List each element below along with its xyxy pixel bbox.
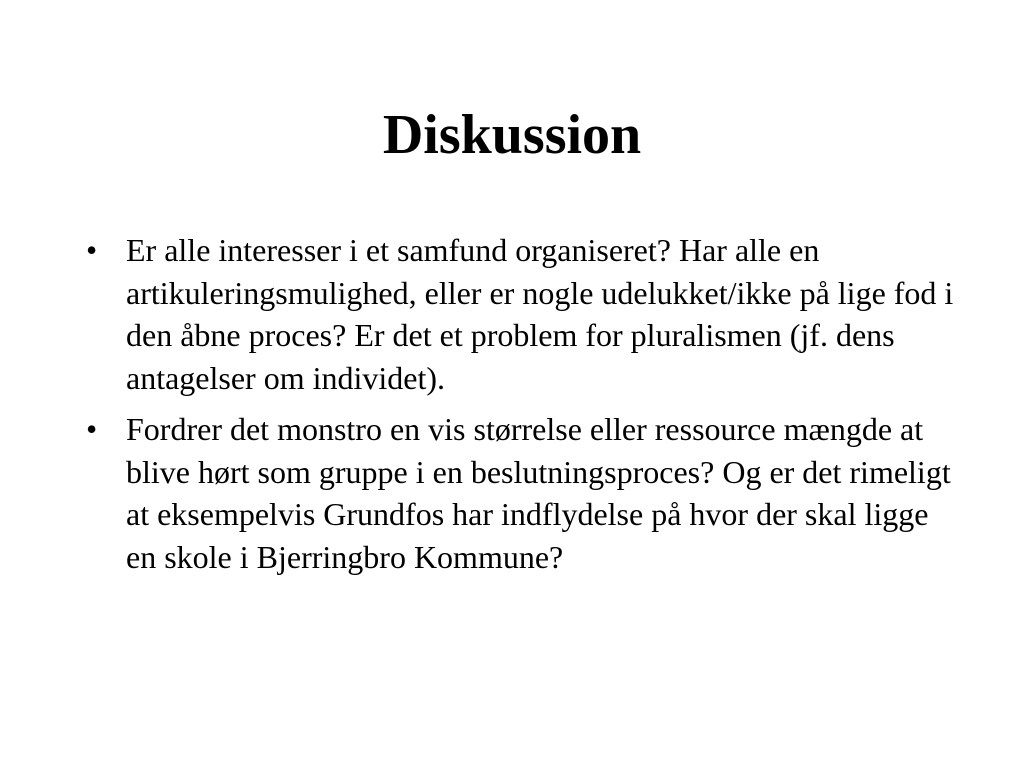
slide-title: Diskussion [382, 104, 642, 166]
bullet-text-1: Er alle interesser i et samfund organiseret? Har alle en artikuleringsmulighed, eller er nogle udelukket/ikke på lige fod i den åbne proces? Er det et problem for pluralismen (jf. dens antagelser om individet). [126, 232, 954, 396]
bullet-list [86, 229, 956, 587]
bullet-item-1 [86, 229, 956, 399]
bullet-item-2 [86, 408, 956, 578]
bullet-icon: • [86, 411, 98, 447]
bullet-text-2: Fordrer det monstro en vis størrelse eller ressource mængde at blive hørt som gruppe i en beslutningsproces? Og er det rimeligt at eksempelvis Grundfos har indflydelse på hvor der skal ligge en skole i Bjerringbro Kommune? [126, 411, 951, 575]
bullet-icon: • [86, 232, 98, 268]
